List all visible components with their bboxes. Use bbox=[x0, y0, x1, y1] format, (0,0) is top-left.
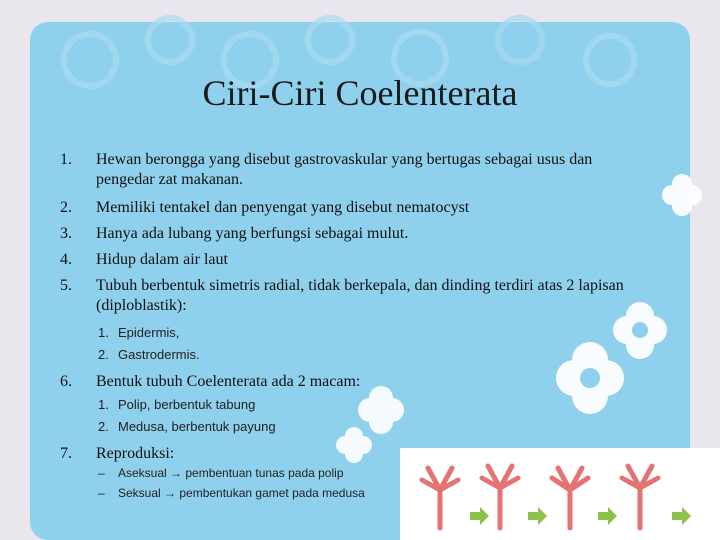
item-number: 7. bbox=[60, 445, 72, 462]
sub-item-text: Epidermis, bbox=[118, 325, 180, 340]
sub-list-item bbox=[98, 419, 276, 435]
item-text: Hidup dalam air laut bbox=[96, 251, 228, 268]
sub-item-number: 2. bbox=[98, 419, 109, 434]
dash-list-item bbox=[98, 486, 365, 500]
item-text: Bentuk tubuh Coelenterata ada 2 macam: bbox=[96, 373, 361, 390]
dash-item-text: Aseksual → pembentuan tunas pada polip bbox=[118, 466, 344, 480]
sub-list-item bbox=[98, 397, 255, 413]
item-number: 3. bbox=[60, 225, 72, 242]
sub-list-item bbox=[98, 325, 179, 341]
dash-item-text: Seksual → pembentukan gamet pada medusa bbox=[118, 486, 365, 500]
sub-item-number: 1. bbox=[98, 325, 109, 340]
item-text: Tubuh berbentuk simetris radial, tidak berkepala, dan dinding terdiri atas 2 lapisan (diploblastik): bbox=[96, 277, 624, 314]
sub-item-text: Polip, berbentuk tabung bbox=[118, 397, 256, 412]
item-text: Reproduksi: bbox=[96, 445, 175, 462]
sub-item-text: Gastrodermis. bbox=[118, 347, 200, 362]
item-number: 1. bbox=[60, 151, 72, 168]
item-text: Hewan berongga yang disebut gastrovaskular yang bertugas sebagai usus dan pengedar zat makanan. bbox=[96, 151, 593, 188]
item-number: 5. bbox=[60, 277, 72, 294]
sub-list-item bbox=[98, 347, 200, 363]
dash-marker: – bbox=[98, 466, 105, 480]
item-number: 4. bbox=[60, 251, 72, 268]
slide-title: Ciri-Ciri Coelenterata bbox=[202, 73, 518, 113]
sub-item-number: 2. bbox=[98, 347, 109, 362]
item-text: Hanya ada lubang yang berfungsi sebagai mulut. bbox=[96, 225, 409, 242]
sub-item-text: Medusa, berbentuk payung bbox=[118, 419, 276, 434]
item-number: 6. bbox=[60, 373, 72, 390]
sub-item-number: 1. bbox=[98, 397, 109, 412]
item-number: 2. bbox=[60, 199, 72, 216]
dash-list-item bbox=[98, 466, 344, 480]
dash-marker: – bbox=[98, 486, 105, 500]
item-text: Memiliki tentakel dan penyengat yang disebut nematocyst bbox=[96, 199, 470, 216]
